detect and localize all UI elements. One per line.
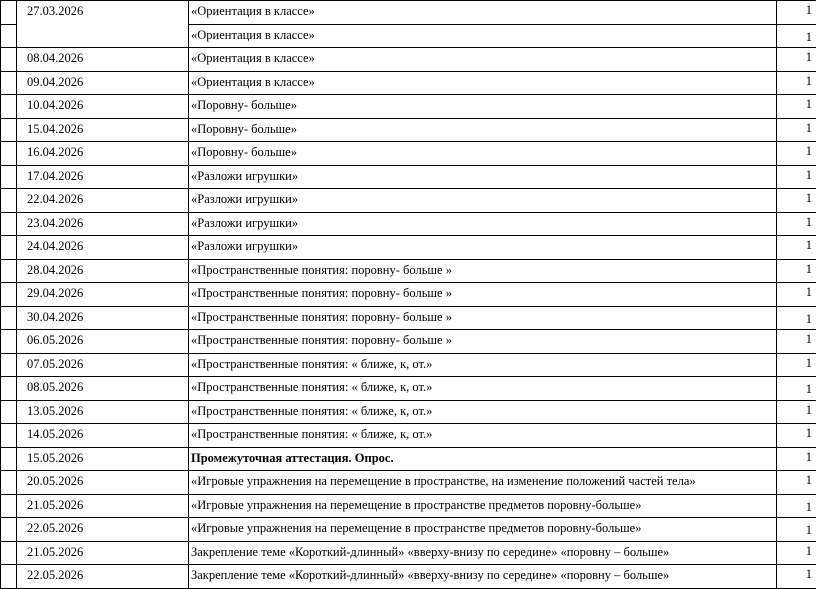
date-cell: 07.05.2026 bbox=[17, 353, 189, 377]
row-marker-cell bbox=[1, 95, 17, 119]
hours-cell: 1 bbox=[777, 518, 816, 542]
date-cell: 21.05.2026 bbox=[17, 541, 189, 565]
topic-cell-attestation: Промежуточная аттестация. Опрос. bbox=[189, 447, 777, 471]
row-marker-cell bbox=[1, 400, 17, 424]
date-cell: 20.05.2026 bbox=[17, 471, 189, 495]
topic-cell: «Игровые упражнения на перемещение в пространстве предметов поровну-больше» bbox=[189, 494, 777, 518]
table-row bbox=[1, 471, 816, 495]
row-marker-cell bbox=[1, 71, 17, 95]
hours-cell: 1 bbox=[777, 212, 816, 236]
table-row bbox=[1, 165, 816, 189]
row-marker-cell bbox=[1, 212, 17, 236]
hours-cell: 1 bbox=[777, 306, 816, 330]
hours-cell: 1 bbox=[777, 118, 816, 142]
row-marker-cell bbox=[1, 565, 17, 589]
row-marker-cell bbox=[1, 494, 17, 518]
date-cell: 08.04.2026 bbox=[17, 48, 189, 72]
hours-cell: 1 bbox=[777, 447, 816, 471]
hours-cell: 1 bbox=[777, 471, 816, 495]
row-marker-cell bbox=[1, 541, 17, 565]
topic-cell: «Пространственные понятия: поровну- больше » bbox=[189, 283, 777, 307]
schedule-table-body bbox=[1, 1, 816, 589]
row-marker-cell bbox=[1, 353, 17, 377]
hours-cell: 1 bbox=[777, 494, 816, 518]
date-cell: 28.04.2026 bbox=[17, 259, 189, 283]
table-row bbox=[1, 24, 816, 48]
date-cell: 08.05.2026 bbox=[17, 377, 189, 401]
hours-cell: 1 bbox=[777, 353, 816, 377]
row-marker-cell bbox=[1, 1, 17, 25]
table-row bbox=[1, 377, 816, 401]
date-cell: 23.04.2026 bbox=[17, 212, 189, 236]
date-cell: 10.04.2026 bbox=[17, 95, 189, 119]
row-marker-cell bbox=[1, 283, 17, 307]
table-row bbox=[1, 1, 816, 25]
date-cell: 22.04.2026 bbox=[17, 189, 189, 213]
date-cell bbox=[17, 24, 189, 48]
topic-cell: «Поровну- больше» bbox=[189, 95, 777, 119]
hours-cell: 1 bbox=[777, 377, 816, 401]
topic-cell: «Поровну- больше» bbox=[189, 142, 777, 166]
topic-cell: «Пространственные понятия: « ближе, к, от.» bbox=[189, 424, 777, 448]
row-marker-cell bbox=[1, 48, 17, 72]
table-row bbox=[1, 142, 816, 166]
topic-cell: «Разложи игрушки» bbox=[189, 165, 777, 189]
table-row bbox=[1, 494, 816, 518]
date-cell: 16.04.2026 bbox=[17, 142, 189, 166]
table-row bbox=[1, 283, 816, 307]
date-cell: 06.05.2026 bbox=[17, 330, 189, 354]
topic-cell: «Пространственные понятия: « ближе, к, от.» bbox=[189, 400, 777, 424]
row-marker-cell bbox=[1, 236, 17, 260]
topic-cell: «Разложи игрушки» bbox=[189, 189, 777, 213]
hours-cell: 1 bbox=[777, 259, 816, 283]
date-cell: 15.04.2026 bbox=[17, 118, 189, 142]
topic-cell: «Игровые упражнения на перемещение в пространстве предметов поровну-больше» bbox=[189, 518, 777, 542]
table-row bbox=[1, 236, 816, 260]
table-row bbox=[1, 95, 816, 119]
topic-cell: «Пространственные понятия: « ближе, к, от.» bbox=[189, 353, 777, 377]
row-marker-cell bbox=[1, 24, 17, 48]
table-row bbox=[1, 447, 816, 471]
hours-cell: 1 bbox=[777, 142, 816, 166]
table-row bbox=[1, 518, 816, 542]
table-row bbox=[1, 71, 816, 95]
table-row bbox=[1, 48, 816, 72]
topic-cell: «Разложи игрушки» bbox=[189, 236, 777, 260]
table-row bbox=[1, 212, 816, 236]
row-marker-cell bbox=[1, 142, 17, 166]
date-cell: 09.04.2026 bbox=[17, 71, 189, 95]
hours-cell: 1 bbox=[777, 95, 816, 119]
date-cell: 22.05.2026 bbox=[17, 565, 189, 589]
row-marker-cell bbox=[1, 259, 17, 283]
topic-cell: «Ориентация в классе» bbox=[189, 71, 777, 95]
topic-cell: «Ориентация в классе» bbox=[189, 48, 777, 72]
hours-cell: 1 bbox=[777, 165, 816, 189]
date-cell: 21.05.2026 bbox=[17, 494, 189, 518]
date-cell: 30.04.2026 bbox=[17, 306, 189, 330]
topic-cell: «Игровые упражнения на перемещение в пространстве, на изменение положений частей тела» bbox=[189, 471, 777, 495]
row-marker-cell bbox=[1, 518, 17, 542]
date-cell: 22.05.2026 bbox=[17, 518, 189, 542]
hours-cell: 1 bbox=[777, 189, 816, 213]
hours-cell: 1 bbox=[777, 283, 816, 307]
row-marker-cell bbox=[1, 377, 17, 401]
table-row bbox=[1, 353, 816, 377]
row-marker-cell bbox=[1, 424, 17, 448]
table-row bbox=[1, 189, 816, 213]
row-marker-cell bbox=[1, 471, 17, 495]
hours-cell: 1 bbox=[777, 236, 816, 260]
table-row bbox=[1, 400, 816, 424]
table-row bbox=[1, 330, 816, 354]
topic-cell: «Пространственные понятия: поровну- больше » bbox=[189, 259, 777, 283]
topic-cell: Закрепление теме «Короткий-длинный» «вверху-внизу по середине» «поровну – больше» bbox=[189, 565, 777, 589]
table-row bbox=[1, 118, 816, 142]
hours-cell: 1 bbox=[777, 400, 816, 424]
date-cell: 29.04.2026 bbox=[17, 283, 189, 307]
topic-cell: «Ориентация в классе» bbox=[189, 24, 777, 48]
topic-cell: «Пространственные понятия: « ближе, к, от.» bbox=[189, 377, 777, 401]
date-cell: 24.04.2026 bbox=[17, 236, 189, 260]
hours-cell: 1 bbox=[777, 24, 816, 48]
topic-cell: «Разложи игрушки» bbox=[189, 212, 777, 236]
hours-cell: 1 bbox=[777, 330, 816, 354]
row-marker-cell bbox=[1, 165, 17, 189]
date-cell: 15.05.2026 bbox=[17, 447, 189, 471]
hours-cell: 1 bbox=[777, 48, 816, 72]
hours-cell: 1 bbox=[777, 71, 816, 95]
topic-cell: «Пространственные понятия: поровну- больше » bbox=[189, 306, 777, 330]
date-cell: 14.05.2026 bbox=[17, 424, 189, 448]
hours-cell: 1 bbox=[777, 1, 816, 25]
topic-cell: «Ориентация в классе» bbox=[189, 1, 777, 25]
table-row bbox=[1, 565, 816, 589]
date-cell: 17.04.2026 bbox=[17, 165, 189, 189]
date-cell: 13.05.2026 bbox=[17, 400, 189, 424]
hours-cell: 1 bbox=[777, 424, 816, 448]
table-row bbox=[1, 259, 816, 283]
table-row bbox=[1, 424, 816, 448]
table-row bbox=[1, 541, 816, 565]
row-marker-cell bbox=[1, 447, 17, 471]
hours-cell: 1 bbox=[777, 541, 816, 565]
row-marker-cell bbox=[1, 189, 17, 213]
row-marker-cell bbox=[1, 118, 17, 142]
topic-cell: «Поровну- больше» bbox=[189, 118, 777, 142]
topic-cell: «Пространственные понятия: поровну- больше » bbox=[189, 330, 777, 354]
date-cell: 27.03.2026 bbox=[17, 1, 189, 25]
table-row bbox=[1, 306, 816, 330]
row-marker-cell bbox=[1, 306, 17, 330]
hours-cell: 1 bbox=[777, 565, 816, 589]
topic-cell: Закрепление теме «Короткий-длинный» «вверху-внизу по середине» «поровну – больше» bbox=[189, 541, 777, 565]
row-marker-cell bbox=[1, 330, 17, 354]
